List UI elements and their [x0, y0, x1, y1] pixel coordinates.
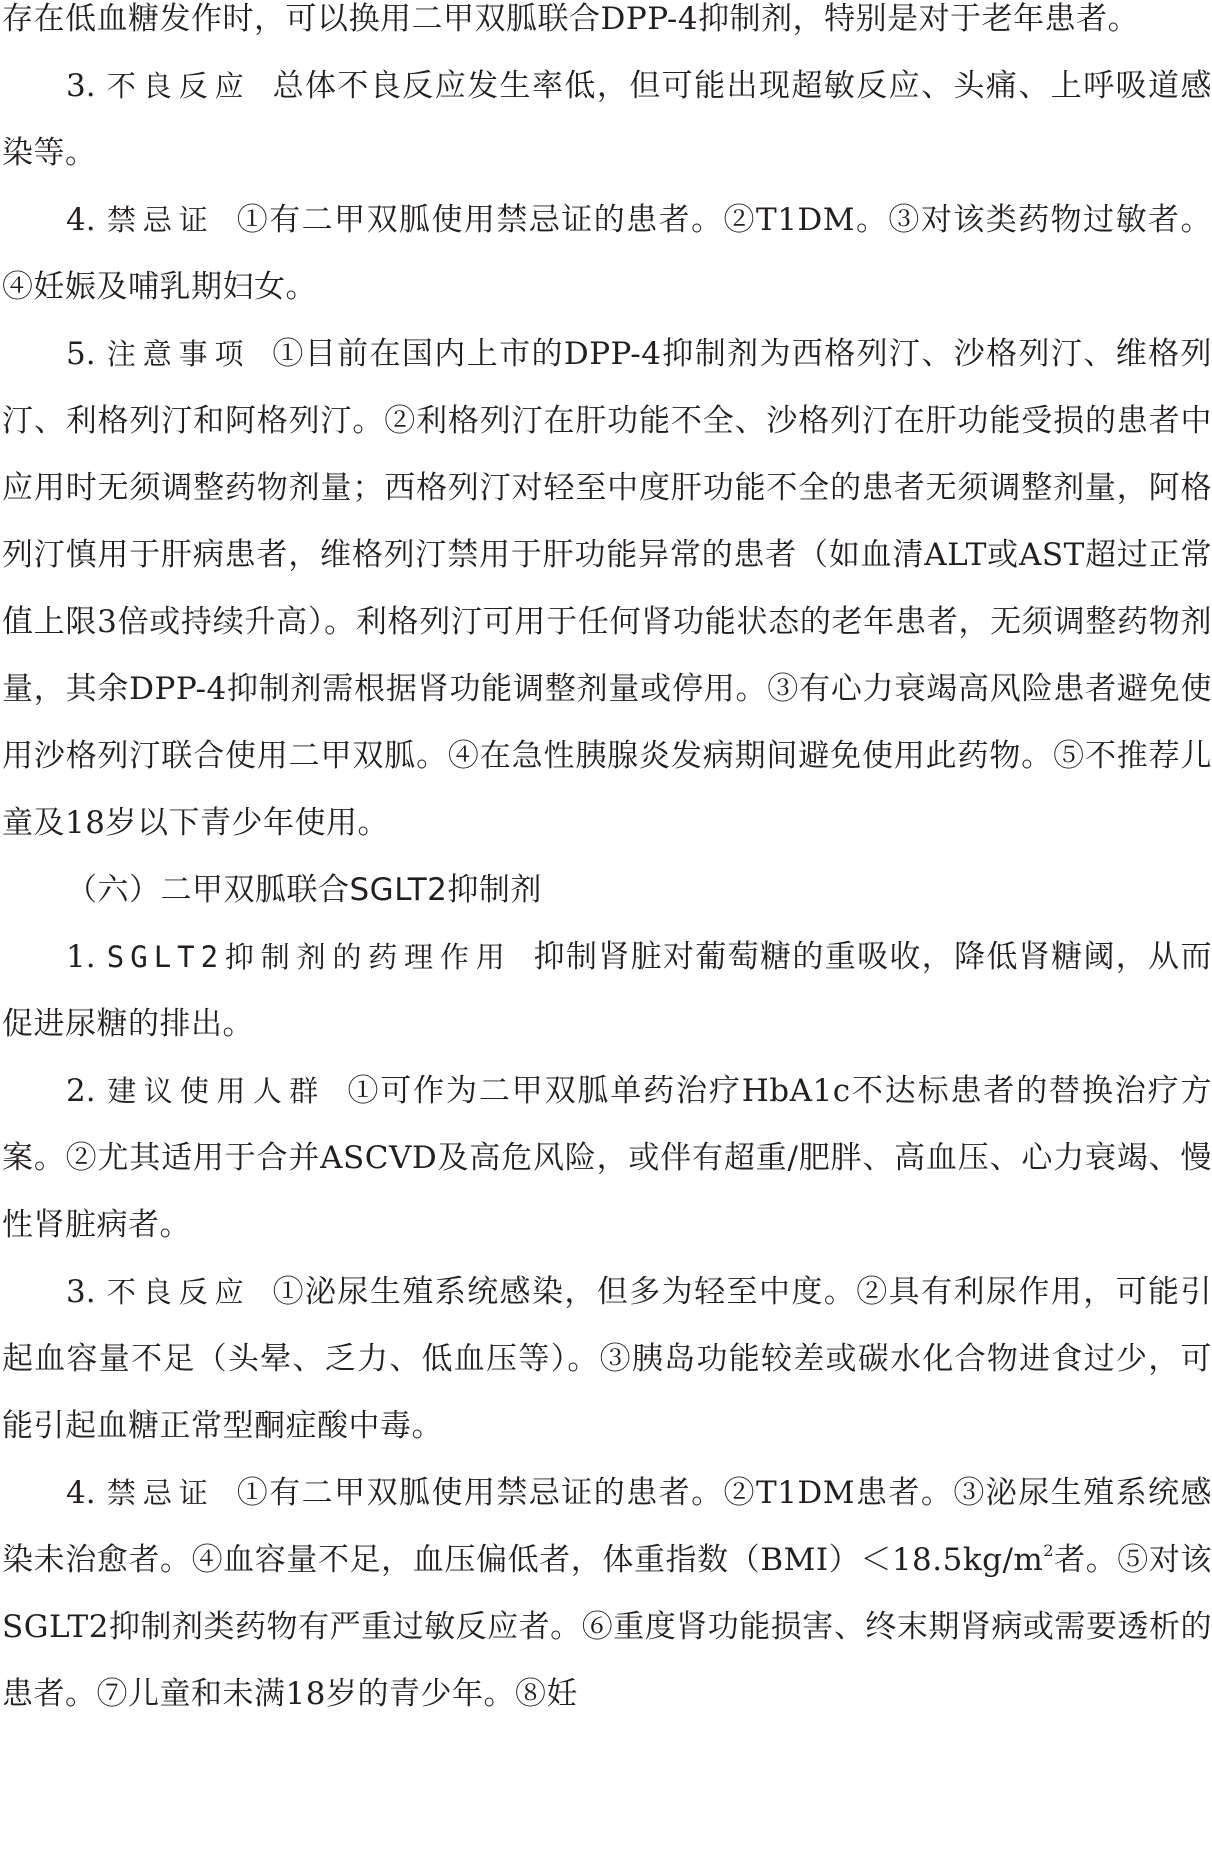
item-contraindications-sglt2	[2, 1460, 1212, 1728]
superscript-exponent: 2	[1043, 1541, 1055, 1560]
item-text: 总体不良反应发生率低，但可能出现超敏反应、头痛、上呼吸道感染等。	[2, 68, 1212, 171]
item-number: 4.	[66, 1475, 96, 1511]
item-text-part-b: 者。⑤对该SGLT2抑制剂类药物有严重过敏反应者。⑥重度肾功能损害、终末期肾病或需要透析的患者。⑦儿童和未满18岁的青少年。⑧妊	[2, 1542, 1212, 1712]
item-number: 4.	[66, 202, 96, 238]
item-adverse-reactions-sglt2	[2, 1259, 1212, 1460]
item-label: 不良反应	[106, 1275, 251, 1309]
item-pharmacology-sglt2	[2, 924, 1212, 1058]
item-text: ①泌尿生殖系统感染，但多为轻至中度。②具有利尿作用，可能引起血容量不足（头晕、乏力、低血压等）。③胰岛功能较差或碳水化合物进食过少，可能引起血糖正常型酮症酸中毒。	[2, 1274, 1212, 1444]
item-precautions-dpp4	[2, 321, 1212, 857]
item-text: ①可作为二甲双胍单药治疗HbA1c不达标患者的替换治疗方案。②尤其适用于合并ASCVD及高危风险，或伴有超重/肥胖、高血压、心力衰竭、慢性肾脏病者。	[2, 1073, 1212, 1243]
item-label: 不良反应	[106, 69, 251, 103]
section-heading: （六）二甲双胍联合SGLT2抑制剂	[66, 872, 542, 908]
item-adverse-reactions-dpp4	[2, 53, 1212, 187]
item-label: 禁忌证	[106, 1476, 215, 1510]
item-number: 3.	[66, 68, 96, 104]
item-number: 3.	[66, 1274, 96, 1310]
item-label: SGLT2抑制剂的药理作用	[106, 940, 512, 974]
item-label: 注意事项	[106, 337, 251, 371]
item-number: 1.	[66, 939, 96, 975]
item-label: 建议使用人群	[107, 1074, 326, 1108]
item-text: ①目前在国内上市的DPP-4抑制剂为西格列汀、沙格列汀、维格列汀、利格列汀和阿格列汀。②利格列汀在肝功能不全、沙格列汀在肝功能受损的患者中应用时无须调整药物剂量；西格列汀对轻至中度肝功能不全的患者无须调整剂量，阿格列汀慎用于肝病患者，维格列汀禁用于肝功能异常的患者（如血清ALT或AST超过正常值上限3倍或持续升高）。利格列汀可用于任何肾功能状态的老年患者，无须调整药物剂量，其余DPP-4抑制剂需根据肾功能调整剂量或停用。③有心力衰竭高风险患者避免使用沙格列汀联合使用二甲双胍。④在急性胰腺炎发病期间避免使用此药物。⑤不推荐儿童及18岁以下青少年使用。	[2, 336, 1212, 841]
item-contraindications-dpp4	[2, 187, 1212, 321]
paragraph-continuation	[2, 0, 1212, 53]
item-text-part-a: ①有二甲双胍使用禁忌证的患者。②T1DM患者。③泌尿生殖系统感染未治愈者。④血容量不足，血压偏低者，体重指数（BMI）＜18.5kg/m	[2, 1475, 1212, 1578]
paragraph-text: 存在低血糖发作时，可以换用二甲双胍联合DPP-4抑制剂，特别是对于老年患者。	[2, 1, 1140, 37]
item-recommended-population	[2, 1058, 1212, 1259]
item-text: 抑制肾脏对葡萄糖的重吸收，降低肾糖阈，从而促进尿糖的排出。	[2, 939, 1212, 1042]
item-number: 5.	[66, 336, 96, 372]
item-number: 2.	[66, 1073, 96, 1109]
item-label: 禁忌证	[106, 203, 215, 237]
item-text: ①有二甲双胍使用禁忌证的患者。②T1DM。③对该类药物过敏者。④妊娠及哺乳期妇女。	[2, 202, 1212, 305]
